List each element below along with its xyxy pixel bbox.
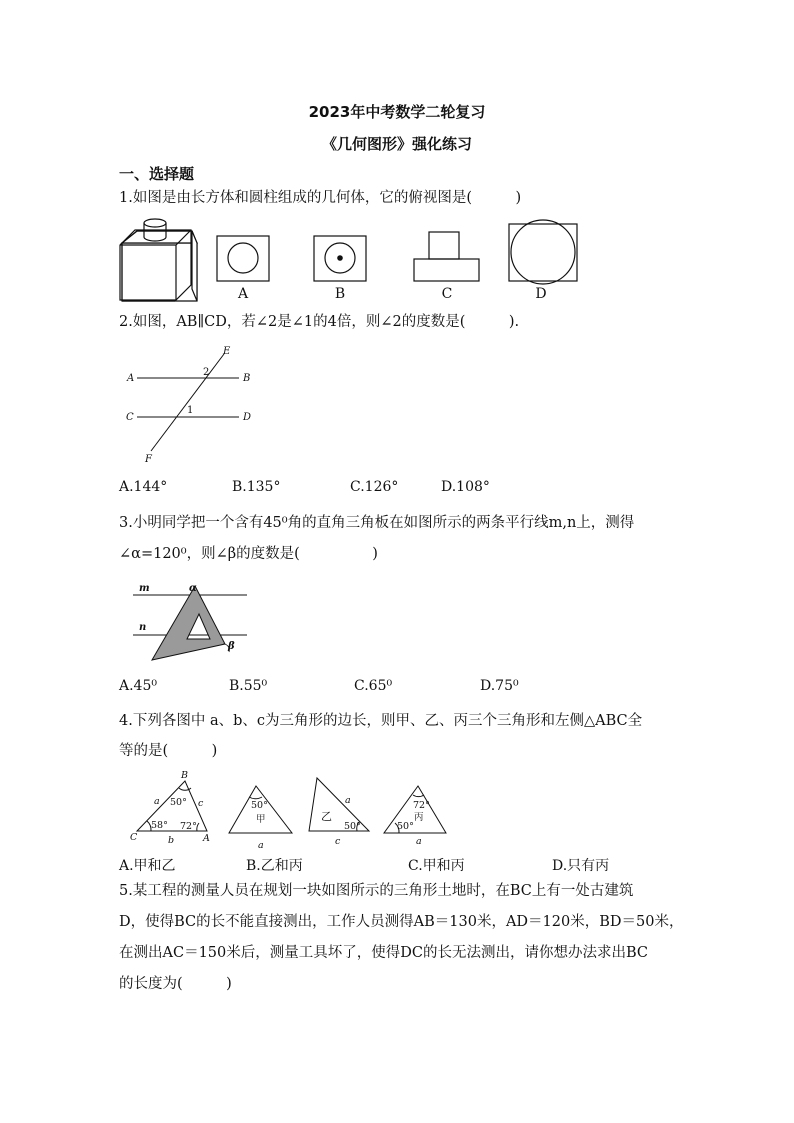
- bing-side-a: a: [416, 836, 422, 847]
- label-m: m: [139, 583, 150, 594]
- question-3-line-1: 3.小明同学把一个含有45⁰角的直角三角板在如图所示的两条平行线m,n上，测得: [119, 515, 635, 531]
- label-n: n: [139, 622, 147, 633]
- q2-option-c: C.126°: [350, 479, 399, 495]
- abc-label-C: C: [130, 832, 138, 843]
- q1-label-d: D: [535, 286, 547, 302]
- label-F: F: [145, 454, 152, 465]
- question-4-line-1: 4.下列各图中 a、b、c为三角形的边长，则甲、乙、丙三个三角形和左侧△ABC全: [119, 713, 643, 729]
- angle-2-label: 2: [203, 367, 210, 378]
- document-title: 2023年中考数学二轮复习: [308, 103, 486, 121]
- document-subtitle: 《几何图形》强化练习: [321, 135, 472, 153]
- abc-label-B: B: [181, 770, 188, 781]
- question-5-line-2: D，使得BC的长不能直接测出，工作人员测得AB＝130米，AD＝120米，BD＝50米，: [119, 914, 684, 930]
- question-2-text: 2.如图，AB∥CD，若∠2是∠1的4倍，则∠2的度数是( ).: [119, 314, 520, 330]
- q2-option-d: D.108°: [441, 479, 490, 495]
- label-alpha: α: [189, 583, 197, 594]
- abc-angle-72: 72°: [180, 821, 197, 832]
- question-3-line-2: ∠α=120⁰，则∠β的度数是( ): [119, 546, 378, 562]
- q4-option-c: C.甲和丙: [408, 858, 465, 874]
- option-b-view: [314, 236, 366, 281]
- abc-label-c: c: [198, 798, 204, 809]
- q4-option-a: A.甲和乙: [119, 858, 176, 874]
- question-5-line-3: 在测出AC＝150米后，测量工具坏了，使得DC的长无法测出，请你想办法求出BC: [119, 945, 648, 961]
- yi-angle-50: 50°: [344, 821, 361, 832]
- q1-label-c: C: [441, 286, 453, 302]
- q2-option-a: A.144°: [119, 479, 168, 495]
- label-C: C: [126, 412, 134, 423]
- bing-angle-50: 50°: [397, 821, 414, 832]
- q3-option-d: D.75⁰: [480, 678, 519, 694]
- label-E: E: [223, 346, 231, 357]
- option-c-view: [414, 232, 479, 281]
- abc-angle-58: 58°: [151, 820, 168, 831]
- question-5-line-4: 的长度为( ): [119, 976, 232, 992]
- q3-option-c: C.65⁰: [354, 678, 393, 694]
- label-B: B: [243, 373, 251, 384]
- angle-1-label: 1: [187, 405, 194, 416]
- q1-label-b: B: [334, 286, 346, 302]
- question-4-line-2: 等的是( ): [119, 743, 218, 759]
- abc-label-A: A: [203, 833, 210, 844]
- yi-label: 乙: [321, 810, 332, 823]
- label-beta: β: [228, 641, 235, 652]
- set-square: [152, 586, 225, 660]
- q2-option-b: B.135°: [232, 479, 281, 495]
- label-D: D: [243, 412, 252, 423]
- bing-label: 丙: [414, 812, 424, 823]
- yi-side-a: a: [345, 795, 351, 806]
- q4-option-b: B.乙和丙: [246, 858, 303, 874]
- q3-option-a: A.45⁰: [119, 678, 157, 694]
- option-d-view: [509, 220, 577, 284]
- section-heading: 一、选择题: [119, 165, 195, 183]
- yi-side-c: c: [335, 836, 341, 847]
- abc-label-a: a: [154, 796, 160, 807]
- jia-label: 甲: [256, 814, 266, 825]
- bing-angle-72: 72°: [413, 800, 430, 811]
- question-3-figure: [119, 578, 259, 666]
- question-4-figure: [125, 768, 465, 850]
- label-A: A: [127, 373, 135, 384]
- abc-label-b: b: [168, 835, 175, 846]
- q3-option-b: B.55⁰: [229, 678, 268, 694]
- jia-side-a: a: [258, 840, 264, 850]
- abc-angle-50: 50°: [170, 797, 187, 808]
- option-a-view: [217, 236, 269, 281]
- question-2-figure: [119, 343, 264, 468]
- q1-label-a: A: [237, 286, 249, 302]
- q4-option-d: D.只有丙: [552, 858, 610, 874]
- question-1-text: 1.如图是由长方体和圆柱组成的几何体，它的俯视图是( ): [119, 190, 522, 206]
- question-5-line-1: 5.某工程的测量人员在规划一块如图所示的三角形土地时，在BC上有一处古建筑: [119, 883, 634, 899]
- jia-angle-50: 50°: [251, 800, 268, 811]
